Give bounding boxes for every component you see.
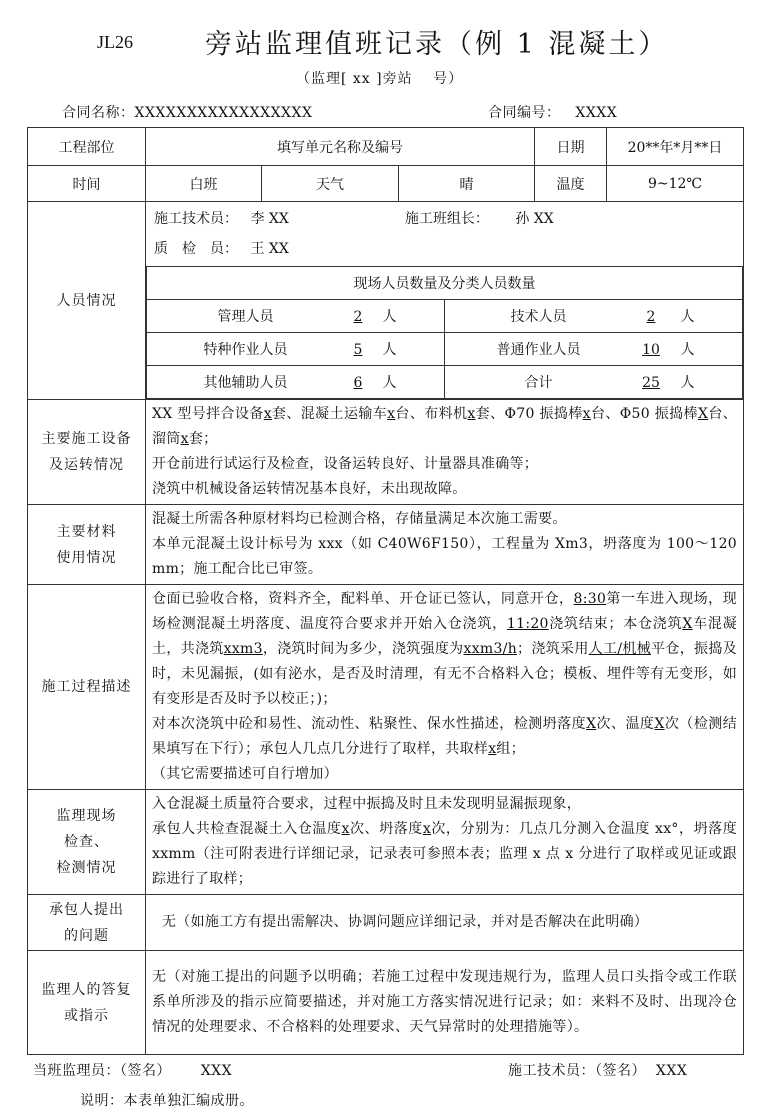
equipment-label (28, 400, 146, 505)
count-cell (147, 366, 445, 399)
date-label: 日期 (535, 128, 607, 166)
tech-signature-label: 施工技术员：（签名） (508, 1063, 646, 1079)
contract-name-value: XXXXXXXXXXXXXXXXX (134, 105, 313, 121)
tech-signature (508, 1060, 687, 1080)
equipment-line-2: 开仓前进行试运行及检查，设备运转良好、计量器具准确等； (152, 456, 539, 472)
project-part-value: 填写单元名称及编号 (146, 128, 535, 166)
count-label: 普通作业人员 (496, 342, 581, 358)
count-value: 2 (646, 309, 656, 325)
issues-label (28, 895, 146, 951)
reply-content (146, 951, 744, 1055)
count-title: 现场人员数量及分类人员数量 (147, 267, 743, 300)
inspection-label (28, 790, 146, 895)
row-issues (28, 895, 744, 951)
date-value: 20**年*月**日 (607, 128, 744, 166)
count-value: 10 (642, 342, 660, 358)
weather-value: 晴 (399, 166, 535, 202)
equipment-label-line: 主要施工设备 (41, 431, 132, 447)
row-project-part (28, 128, 744, 166)
count-label: 合计 (524, 375, 553, 391)
count-unit: 人 (382, 342, 397, 358)
count-row-2 (147, 333, 743, 366)
tech-label: 施工技术员： (154, 211, 238, 227)
shift-value: 白班 (146, 166, 262, 202)
footnote: 说明：本表单独汇编成册。 (80, 1093, 254, 1109)
row-reply (28, 951, 744, 1055)
count-cell (147, 300, 445, 333)
contract-number (488, 102, 617, 122)
count-cell (445, 366, 743, 399)
row-equipment (28, 400, 744, 505)
page-title: 旁站监理值班记录（例 1 混凝土） (205, 29, 669, 60)
tech-value: 李 XX (250, 211, 289, 227)
inspection-label-line: 检测情况 (56, 860, 117, 876)
equipment-line-3: 浇筑中机械设备运转情况基本良好，未出现故障。 (152, 481, 467, 497)
project-part-label: 工程部位 (28, 128, 146, 166)
count-unit: 人 (680, 342, 695, 358)
count-cell (147, 333, 445, 366)
contract-number-value: XXXX (575, 105, 618, 121)
count-label: 管理人员 (217, 309, 274, 325)
row-personnel (28, 202, 744, 400)
inspection-label-line: 检查、 (64, 834, 109, 850)
count-value: 2 (353, 309, 363, 325)
inspection-line-2: 承包人共检查混凝土入仓温度x次、坍落度x次，分别为：几点几分测入仓温度 xx°，坍落度 xxmm（注可附表进行详细记录，记录表可参照本表；监理 x 点 x 分进行了取样或见证或跟踪进行了取样； (152, 821, 738, 887)
materials-line-1: 混凝土所需各种原材料均已检测合格，存储量满足本次施工需要。 (152, 511, 567, 527)
temperature-value: 9~12℃ (607, 166, 744, 202)
supervision-record-table (27, 127, 744, 1055)
tech-signature-value: XXX (655, 1063, 688, 1079)
materials-label-line: 使用情况 (56, 549, 117, 566)
reply-label (28, 951, 146, 1055)
count-value: 25 (642, 375, 660, 391)
materials-content (146, 505, 744, 585)
process-content (146, 585, 744, 790)
count-unit: 人 (382, 309, 397, 325)
temperature-label: 温度 (535, 166, 607, 202)
count-label: 其他辅助人员 (203, 375, 288, 391)
personnel-block (146, 202, 744, 400)
issues-label-line: 的问题 (64, 927, 109, 944)
process-paragraph-2: 对本次浇筑中砼和易性、流动性、粘聚性、保水性描述，检测坍落度X次、温度X次（检测结果填写在下行）；承包人几点几分进行了取样，共取样x组； (152, 716, 738, 757)
supervisor-signature (33, 1060, 232, 1080)
staff-line-1 (154, 204, 735, 234)
staff-line-2 (154, 234, 735, 264)
personnel-staff (146, 202, 743, 266)
reply-text: 无（对施工提出的问题予以明确；若施工过程中发现违规行为，监理人员口头指令或工作联系单所涉及的指示应简要描述，并对施工方落实情况进行记录；如：来料不及时、出现冷仓情况的处理要求、不合格料的处理要求、天气异常时的处理措施等）。 (152, 969, 738, 1035)
personnel-label: 人员情况 (28, 202, 146, 400)
leader-value: 孙 XX (515, 211, 554, 227)
contract-name (62, 102, 312, 122)
row-materials (28, 505, 744, 585)
personnel-count-table (146, 266, 743, 399)
inspection-line-1: 入仓混凝土质量符合要求，过程中振捣及时且未发现明显漏振现象， (152, 796, 581, 812)
equipment-label-line: 及运转情况 (49, 457, 124, 473)
count-cell (445, 300, 743, 333)
materials-label-line: 主要材料 (56, 523, 117, 540)
count-unit: 人 (382, 375, 397, 391)
process-label: 施工过程描述 (28, 585, 146, 790)
count-unit: 人 (680, 309, 695, 325)
issues-label-line: 承包人提出 (49, 901, 124, 918)
leader-label: 施工班组长： (404, 211, 489, 227)
reply-label-line: 监理人的答复 (41, 981, 132, 998)
reply-label-line: 或指示 (64, 1007, 109, 1024)
form-code: JL26 (97, 32, 133, 52)
inspection-label-line: 监理现场 (56, 808, 117, 824)
count-row-1 (147, 300, 743, 333)
materials-line-2: 本单元混凝土设计标号为 xxx（如 C40W6F150），工程量为 Xm3，坍落度为 100～120 mm；施工配合比已审签。 (152, 536, 738, 577)
issues-content: 无（如施工方有提出需解决、协调问题应详细记录，并对是否解决在此明确） (146, 895, 744, 951)
time-label: 时间 (28, 166, 146, 202)
page-subtitle: （监理[ xx ]旁站 号） (296, 71, 464, 87)
count-label: 特种作业人员 (203, 342, 288, 358)
contract-name-label: 合同名称： (62, 105, 135, 121)
row-process (28, 585, 744, 790)
equipment-content (146, 400, 744, 505)
weather-label: 天气 (262, 166, 399, 202)
count-unit: 人 (680, 375, 695, 391)
inspection-content (146, 790, 744, 895)
process-paragraph-3: （其它需要描述可自行增加） (152, 766, 338, 782)
count-cell (445, 333, 743, 366)
row-inspection (28, 790, 744, 895)
materials-label (28, 505, 146, 585)
qc-label: 质 检 员： (154, 241, 238, 257)
contract-number-label: 合同编号： (488, 105, 561, 121)
row-time-weather (28, 166, 744, 202)
qc-value: 王 XX (250, 241, 289, 257)
equipment-line-1: XX 型号拌合设备x套、混凝土运输车x台、布料机x套、Φ70 振捣棒x台、Φ50 振捣棒X台、溜筒x套； (152, 406, 738, 447)
count-value: 6 (353, 375, 363, 391)
count-row-3 (147, 366, 743, 399)
supervisor-signature-value: XXX (200, 1063, 233, 1079)
supervisor-signature-label: 当班监理员：（签名） (33, 1063, 171, 1079)
count-value: 5 (353, 342, 363, 358)
process-paragraph-1: 仓面已验收合格，资料齐全，配料单、开仓证已签认，同意开仓，8:30第一车进入现场，现场检测混凝土坍落度、温度符合要求并开始入仓浇筑，11:20浇筑结束；本仓浇筑X车混凝土，共浇筑xxm3，浇筑时间为多少，浇筑强度为xxm3/h；浇筑采用人工/机械平仓，振捣及时，未见漏振，(如有泌水，是否及时清理，有无不合格料入仓；模板、埋件等有无变形，如有变形是否及时予以校正；)； (152, 591, 738, 707)
count-label: 技术人员 (510, 309, 567, 325)
